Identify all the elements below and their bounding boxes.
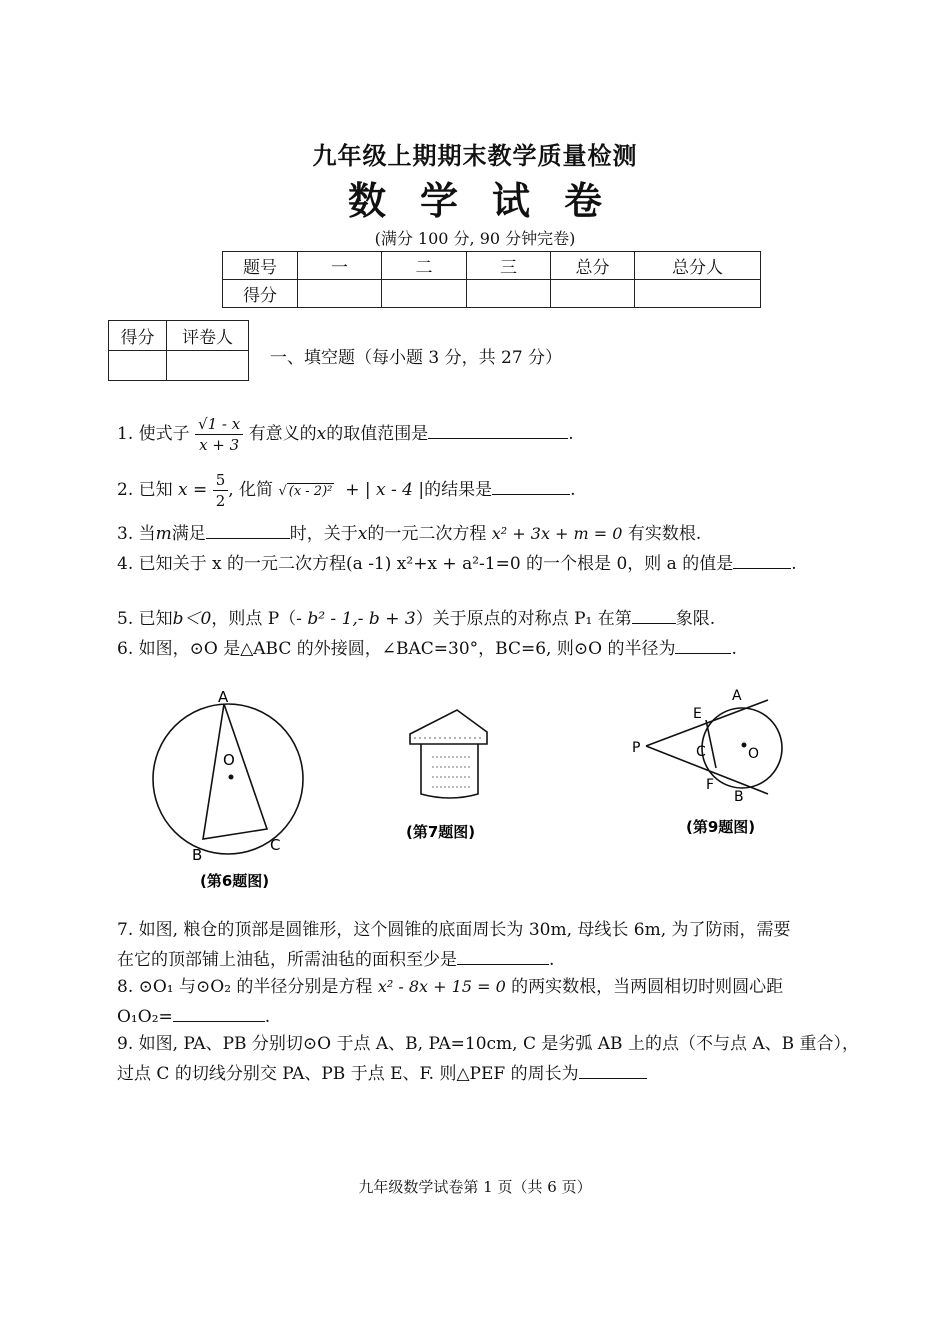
fig6-label: O	[223, 751, 235, 769]
q3-text: 时，关于	[289, 524, 358, 544]
q8-answer-blank[interactable]	[173, 1003, 265, 1022]
fig9-label: P	[632, 740, 641, 756]
q1-text: 1. 使式子	[117, 424, 190, 444]
q3-end: 有实数根.	[627, 524, 702, 544]
score-cell[interactable]	[635, 280, 761, 308]
section-title: 一、填空题（每小题 3 分，共 27 分）	[270, 348, 563, 368]
grader-cell[interactable]	[167, 351, 249, 381]
q1-fraction	[195, 414, 243, 455]
figures-row	[140, 682, 840, 897]
q8-text: 的两实数根，当两圆相切时则圆心距	[511, 977, 784, 997]
score-header: 三	[467, 252, 551, 280]
q1-numerator: √1 - x	[195, 414, 243, 435]
q5-text: ）关于原点的对称点 P₁ 在第	[415, 609, 632, 629]
score-cell[interactable]	[551, 280, 635, 308]
q1-answer-blank[interactable]	[428, 420, 568, 439]
figure-7	[406, 710, 487, 841]
q6-answer-blank[interactable]	[675, 635, 731, 654]
question-5	[117, 605, 715, 631]
q1-end: .	[568, 424, 574, 444]
fig6-caption: (第6题图)	[200, 872, 270, 890]
fig9-label: O	[748, 746, 760, 762]
fig7-caption: (第7题图)	[406, 823, 476, 841]
score-row-label: 得分	[223, 280, 298, 308]
score-header: 总分	[551, 252, 635, 280]
score-header: 二	[382, 252, 467, 280]
q2-text: 2. 已知	[117, 480, 173, 500]
question-4	[117, 550, 797, 576]
figure-6	[153, 688, 303, 890]
question-8	[117, 975, 783, 1029]
q3-answer-blank[interactable]	[206, 520, 290, 539]
q8-equation: x² - 8x + 15 = 0	[377, 977, 506, 996]
fig9-label: E	[693, 706, 702, 722]
score-header: 总分人	[635, 252, 761, 280]
q8-text: 8. ⊙O₁ 与⊙O₂ 的半径分别是方程	[117, 977, 373, 997]
q4-text: 4. 已知关于 x 的一元二次方程(a -1) x²+x + a²-1=0 的一个根是 0，则 a 的值是	[117, 554, 734, 574]
score-header: 题号	[223, 252, 298, 280]
q1-var: x	[316, 424, 327, 444]
grader-table	[108, 320, 249, 381]
q2-fraction	[213, 470, 229, 511]
q1-text: 有意义的	[248, 424, 317, 444]
exam-info: (满分 100 分, 90 分钟完卷)	[374, 229, 576, 248]
q6-end: .	[731, 639, 737, 659]
question-9	[117, 1032, 859, 1086]
page-footer: 九年级数学试卷第 1 页（共 6 页）	[358, 1178, 592, 1196]
score-cell[interactable]	[467, 280, 551, 308]
question-6	[117, 635, 737, 661]
subject-title: 数学试卷	[347, 178, 636, 223]
q1-text: 的取值范围是	[326, 424, 429, 444]
q5-text: 5. 已知	[117, 609, 173, 629]
q5-coordinate: - b² - 1,- b + 3	[296, 609, 416, 629]
grader-header: 评卷人	[167, 321, 249, 351]
fig9-label: C	[696, 744, 706, 760]
q7-end: .	[549, 950, 555, 970]
q9-answer-blank[interactable]	[579, 1060, 647, 1079]
q3-text: 的一元二次方程	[367, 524, 487, 544]
fig6-label: C	[270, 836, 281, 854]
exam-title: 九年级上期期末教学质量检测	[312, 141, 638, 170]
q7-answer-blank[interactable]	[457, 946, 549, 965]
question-1	[117, 414, 574, 455]
q2-text: , 化简	[228, 480, 274, 500]
q5-condition: b＜0	[172, 609, 212, 629]
q2-plus: +	[345, 480, 360, 500]
fig6-label: A	[218, 688, 229, 706]
q2-radical: (x - 2)²	[288, 484, 333, 499]
q5-end: 象限.	[675, 609, 716, 629]
q7-line2: 在它的顶部铺上油毡，所需油毡的面积至少是	[117, 950, 457, 970]
q4-answer-blank[interactable]	[733, 550, 791, 569]
q2-denominator: 2	[215, 492, 226, 510]
q8-end: .	[264, 1007, 271, 1027]
q2-numerator: 5	[213, 470, 229, 491]
q3-var: m	[155, 524, 172, 544]
question-7	[117, 918, 791, 972]
fig9-label: B	[734, 789, 744, 805]
fig9-label: F	[706, 777, 715, 793]
q3-equation: x² + 3x + m = 0	[491, 524, 623, 543]
score-header: 一	[298, 252, 382, 280]
q1-denominator: x + 3	[199, 436, 240, 454]
q6-text: 6. 如图，⊙O 是△ABC 的外接圆，∠BAC=30°，BC=6, 则⊙O 的半径为	[117, 639, 676, 659]
q9-line2: 过点 C 的切线分别交 PA、PB 于点 E、F. 则△PEF 的周长为	[117, 1064, 579, 1084]
q7-line1: 7. 如图, 粮仓的顶部是圆锥形，这个圆锥的底面周长为 30m, 母线长 6m, 为了防雨，需要	[117, 920, 791, 940]
q3-text: 3. 当	[117, 524, 156, 544]
score-cell[interactable]	[298, 280, 382, 308]
q2-abs: x - 4	[375, 480, 413, 500]
q2-answer-blank[interactable]	[492, 476, 570, 495]
score-table	[222, 251, 761, 308]
q5-text: ，则点 P（	[211, 609, 297, 629]
q4-end: .	[791, 554, 797, 574]
q3-text: 满足	[171, 524, 206, 544]
q2-end: .	[570, 480, 576, 500]
grader-header: 得分	[109, 321, 167, 351]
grader-cell[interactable]	[109, 351, 167, 381]
q9-line1: 9. 如图, PA、PB 分别切⊙O 于点 A、B, PA=10cm, C 是劣弧 AB 上的点（不与点 A、B 重合），	[117, 1034, 860, 1054]
q3-var: x	[357, 524, 368, 544]
question-2: 2. 已知 x = $\frac{5}{2}$ , 化简 √ (x - 2)² + | x - 4 |的结果是 .	[117, 471, 576, 510]
fig9-caption: (第9题图)	[686, 818, 756, 836]
figure-9	[632, 688, 782, 836]
q2-lhs: x =	[178, 480, 208, 500]
q8-line2: O₁O₂=	[117, 1007, 173, 1027]
fig9-label: A	[732, 688, 742, 704]
question-3	[117, 520, 701, 546]
fig6-label: B	[192, 846, 203, 864]
q2-text: 的结果是	[424, 480, 493, 500]
score-cell[interactable]	[382, 280, 467, 308]
q5-answer-blank[interactable]	[632, 605, 676, 624]
